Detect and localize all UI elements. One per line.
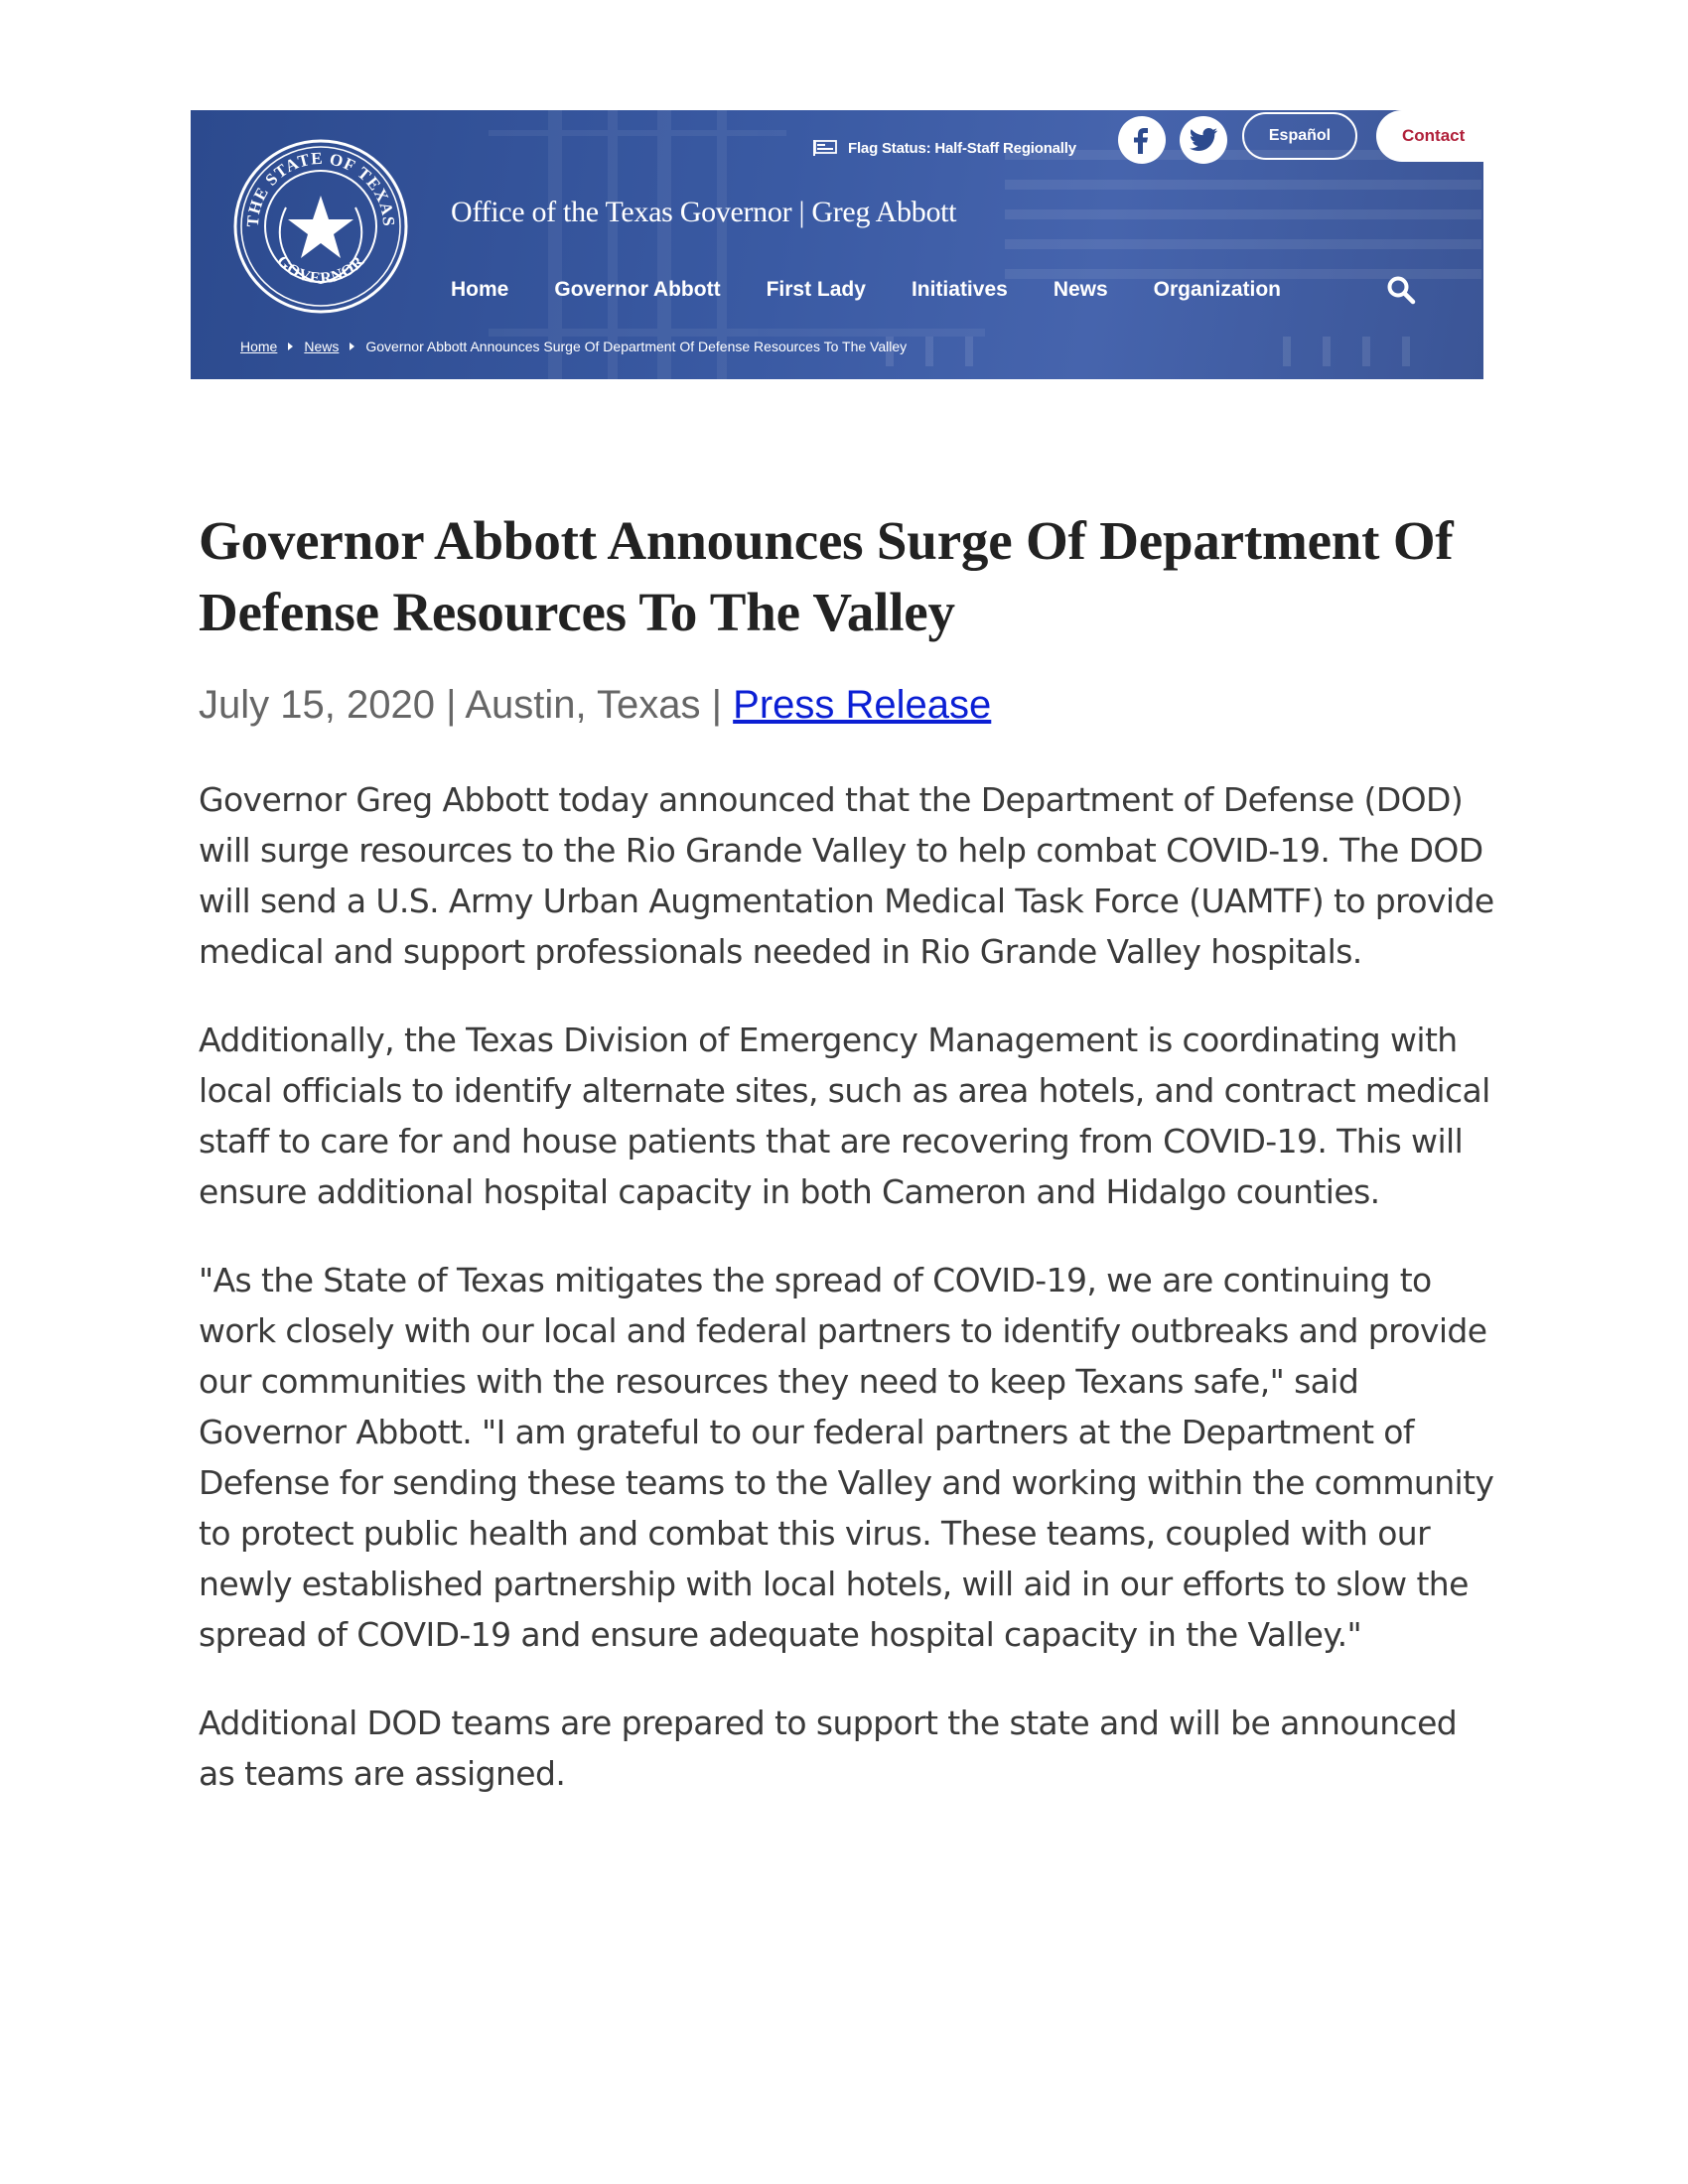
nav-news[interactable]: News xyxy=(1053,278,1108,301)
article-paragraph: Governor Greg Abbott today announced that the Department of Defense (DOD) will surge resources to the Rio Grande Valley to help combat COVID-19. The DOD will send a U.S. Army Urban Augmentation Medical Task Force (UAMTF) to provide medical and support professionals needed in Rio Grande Valley hospitals. xyxy=(199,780,1494,971)
breadcrumb-current: Governor Abbott Announces Surge Of Department Of Defense Resources To The Valley xyxy=(365,339,908,354)
breadcrumb-home[interactable]: Home xyxy=(240,339,278,354)
breadcrumb-separator-icon xyxy=(350,342,354,350)
article-meta xyxy=(199,683,991,728)
facebook-icon xyxy=(1128,126,1156,154)
nav-organization[interactable]: Organization xyxy=(1153,278,1282,301)
espanol-button[interactable]: Español xyxy=(1242,112,1357,160)
flag-status[interactable] xyxy=(812,128,1076,168)
breadcrumb-news[interactable]: News xyxy=(304,339,340,354)
search-icon[interactable] xyxy=(1386,275,1416,305)
twitter-button[interactable] xyxy=(1180,116,1227,164)
main-nav xyxy=(451,273,1327,307)
article-paragraph: Additional DOD teams are prepared to support the state and will be announced as teams are assigned. xyxy=(199,1704,1458,1793)
texas-governor-seal-logo[interactable] xyxy=(232,138,409,315)
svg-text:GOVERNOR: GOVERNOR xyxy=(273,252,368,288)
press-release-link[interactable]: Press Release xyxy=(733,683,992,727)
article-body xyxy=(199,774,1499,1837)
nav-governor-abbott[interactable]: Governor Abbott xyxy=(554,278,721,301)
article-date-location: July 15, 2020 | Austin, Texas | xyxy=(199,683,734,727)
facebook-button[interactable] xyxy=(1118,116,1166,164)
site-header-banner xyxy=(191,110,1483,379)
breadcrumb xyxy=(240,339,907,354)
nav-initiatives[interactable]: Initiatives xyxy=(911,278,1008,301)
nav-home[interactable]: Home xyxy=(451,278,509,301)
site-title[interactable]: Office of the Texas Governor | Greg Abbott xyxy=(451,196,957,228)
svg-text:THE STATE OF TEXAS: THE STATE OF TEXAS xyxy=(242,148,399,228)
nav-first-lady[interactable]: First Lady xyxy=(766,278,866,301)
article-title: Governor Abbott Announces Surge Of Department Of Defense Resources To The Valley xyxy=(199,510,1454,642)
breadcrumb-separator-icon xyxy=(288,342,293,350)
flag-status-label: Flag Status: Half-Staff Regionally xyxy=(848,139,1076,157)
contact-button[interactable]: Contact xyxy=(1376,110,1483,162)
article-paragraph: Additionally, the Texas Division of Emergency Management is coordinating with local officials to identify alternate sites, such as area hotels, and contract medical staff to care for and house patients that are recovering from COVID-19. This will ensure additional hospital capacity in both Cameron and Hidalgo counties. xyxy=(199,1021,1490,1211)
flag-icon xyxy=(812,139,838,157)
article-paragraph: "As the State of Texas mitigates the spread of COVID-19, we are continuing to work closely with our local and federal partners to identify outbreaks and provide our communities with the resources they need to keep Texans safe," said Governor Abbott. "I am grateful to our federal partners at the Department of Defense for sending these teams to the Valley and working within the community to protect public health and combat this virus. These teams, coupled with our newly established partnership with local hotels, will aid in our efforts to slow the spread of COVID-19 and ensure adequate hospital capacity in the Valley." xyxy=(199,1261,1494,1654)
twitter-icon xyxy=(1189,127,1218,153)
